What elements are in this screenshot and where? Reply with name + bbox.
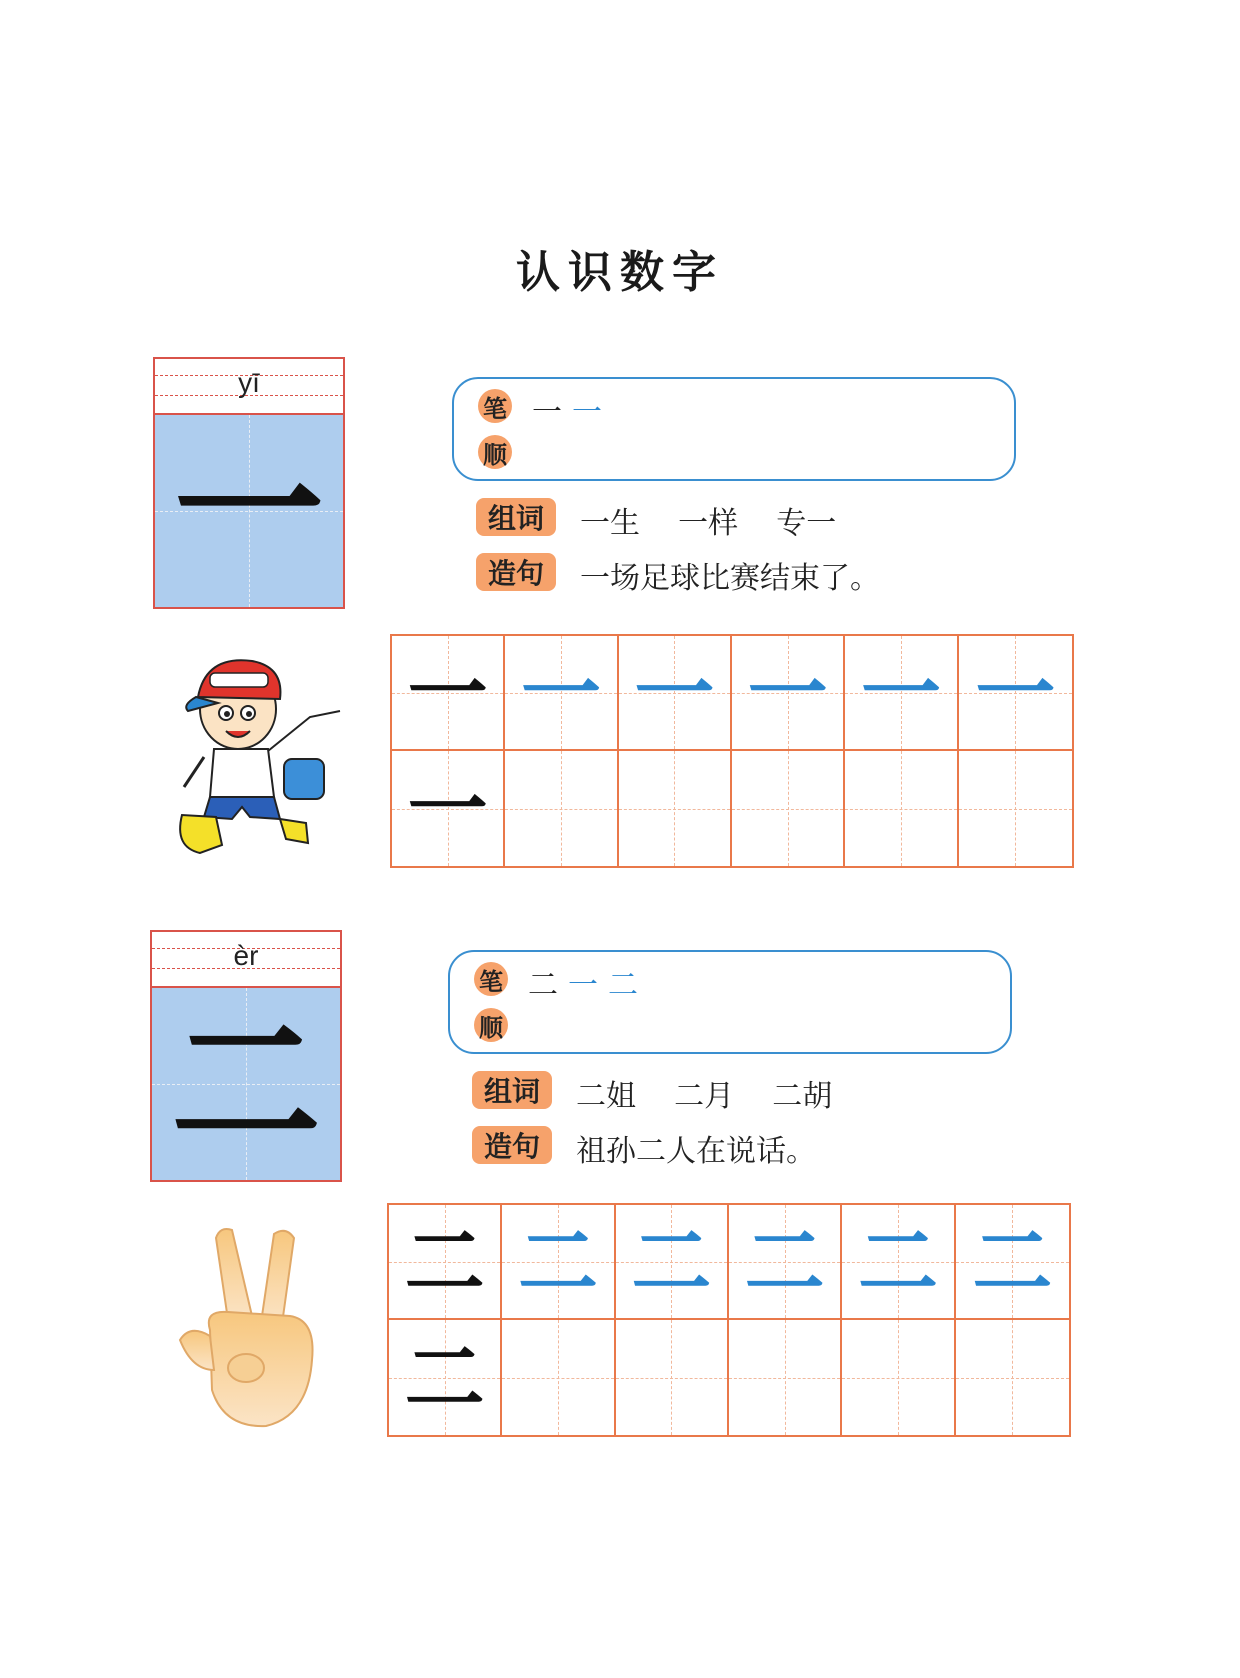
practice-cell[interactable] — [505, 636, 618, 751]
section-er — [0, 930, 1240, 1450]
big-character: 一 — [173, 423, 324, 599]
stroke-step: 二 — [528, 968, 568, 1003]
practice-cell[interactable] — [732, 751, 845, 866]
stroke-step: 二 — [608, 968, 648, 1003]
practice-cell[interactable] — [505, 751, 618, 866]
words-tag: 组词 — [472, 1071, 552, 1109]
words-text: 一生 一样 专一 — [580, 506, 837, 541]
character-box — [152, 988, 340, 1180]
pinyin-box — [155, 359, 343, 415]
practice-char: 二 — [404, 1330, 485, 1425]
practice-cell[interactable] — [956, 1205, 1069, 1320]
character-card — [153, 357, 345, 609]
sentence-tag: 造句 — [472, 1126, 552, 1164]
practice-cell[interactable] — [619, 751, 732, 866]
practice-char: 二 — [517, 1214, 598, 1309]
stroke-sequence — [532, 387, 612, 431]
practice-char: 一 — [634, 645, 715, 740]
words-tag: 组词 — [476, 498, 556, 536]
practice-cell[interactable] — [959, 751, 1072, 866]
practice-char: 一 — [407, 761, 488, 856]
practice-cell[interactable] — [845, 636, 958, 751]
stroke-order-box — [448, 950, 1012, 1054]
practice-grid — [387, 1203, 1071, 1437]
practice-char: 二 — [857, 1214, 938, 1309]
stroke-order-box — [452, 377, 1016, 481]
big-character: 二 — [170, 996, 321, 1172]
victory-hand-icon — [170, 1220, 370, 1440]
sentence-text: 祖孙二人在说话。 — [576, 1134, 816, 1169]
page-title: 认识数字 — [516, 247, 724, 298]
practice-cell[interactable] — [956, 1320, 1069, 1435]
practice-cell[interactable] — [389, 1320, 502, 1435]
pinyin: yī — [238, 367, 260, 398]
stroke-sequence — [528, 960, 648, 1004]
character-card — [150, 930, 342, 1182]
practice-cell[interactable] — [959, 636, 1072, 751]
practice-cell[interactable] — [842, 1205, 955, 1320]
section-yi — [0, 357, 1240, 877]
sentence-tag: 造句 — [476, 553, 556, 591]
practice-char: 一 — [860, 645, 941, 740]
sentence-text: 一场足球比赛结束了。 — [580, 561, 880, 596]
practice-char: 一 — [747, 645, 828, 740]
practice-grid — [390, 634, 1074, 868]
practice-cell[interactable] — [732, 636, 845, 751]
stroke-step: 一 — [572, 395, 612, 430]
practice-cell[interactable] — [729, 1205, 842, 1320]
practice-char: 二 — [744, 1214, 825, 1309]
practice-cell[interactable] — [729, 1320, 842, 1435]
practice-char: 一 — [975, 645, 1056, 740]
practice-cell[interactable] — [392, 751, 505, 866]
practice-cell[interactable] — [389, 1205, 502, 1320]
practice-char: 二 — [972, 1214, 1053, 1309]
practice-cell[interactable] — [616, 1205, 729, 1320]
practice-char: 一 — [407, 645, 488, 740]
stroke-label: 顺 — [478, 435, 512, 469]
words-text: 二姐 二月 二胡 — [576, 1079, 833, 1114]
stroke-label: 笔 — [474, 962, 508, 996]
pinyin-box — [152, 932, 340, 988]
stroke-step: 一 — [532, 395, 572, 430]
character-box — [155, 415, 343, 607]
practice-cell[interactable] — [502, 1205, 615, 1320]
practice-cell[interactable] — [845, 751, 958, 866]
pinyin: èr — [233, 940, 259, 971]
practice-cell[interactable] — [502, 1320, 615, 1435]
boy-illustration — [160, 647, 360, 867]
practice-char: 一 — [520, 645, 601, 740]
practice-cell[interactable] — [616, 1320, 729, 1435]
practice-cell[interactable] — [619, 636, 732, 751]
stroke-label: 笔 — [478, 389, 512, 423]
practice-cell[interactable] — [842, 1320, 955, 1435]
stroke-label: 顺 — [474, 1008, 508, 1042]
practice-char: 二 — [404, 1214, 485, 1309]
practice-char: 二 — [631, 1214, 712, 1309]
practice-cell[interactable] — [392, 636, 505, 751]
stroke-step: 一 — [568, 968, 608, 1003]
